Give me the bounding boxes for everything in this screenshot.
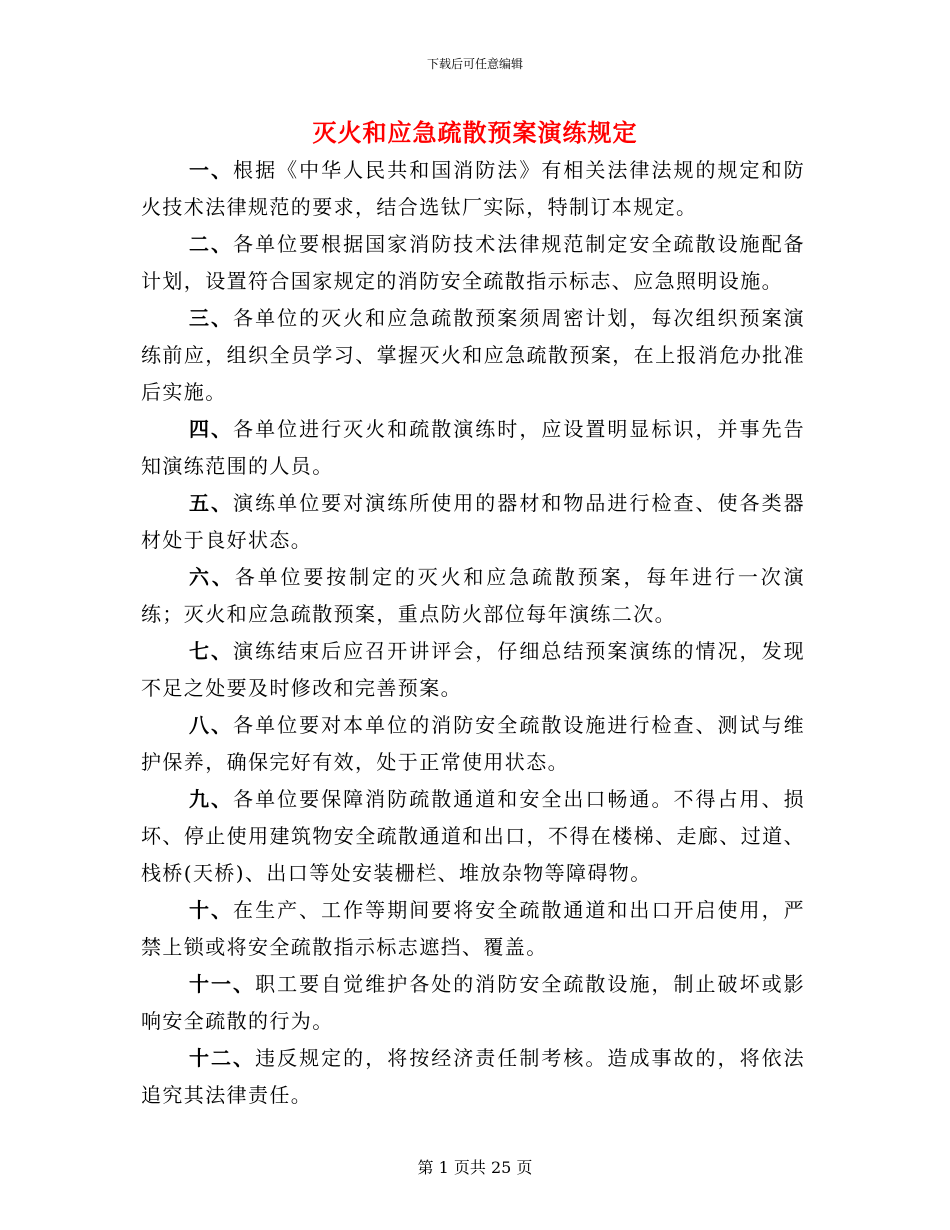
section-number: 五、 [189,491,234,515]
section-number: 十二、 [189,1046,256,1070]
section-number: 三、 [189,306,234,330]
section-paragraph [141,892,805,966]
section-text: 各单位要保障消防疏散通道和安全出口畅通。不得占用、损坏、停止使用建筑物安全疏散通道和出口，不得在楼梯、走廊、过道、栈桥(天桥)、出口等处安装栅栏、堆放杂物等障碍物。 [141,787,805,885]
document-title: 灭火和应急疏散预案演练规定 [312,118,638,147]
section-paragraph [141,411,805,485]
section-text: 在生产、工作等期间要将安全疏散通道和出口开启使用，严禁上锁或将安全疏散指示标志遮挡、覆盖。 [141,898,805,959]
section-number: 九、 [189,787,234,811]
section-number: 四、 [189,417,234,441]
section-text: 各单位的灭火和应急疏散预案须周密计划，每次组织预案演练前应，组织全员学习、掌握灭火和应急疏散预案，在上报消危办批准后实施。 [141,306,805,404]
section-number: 八、 [189,713,234,737]
section-paragraph [141,485,805,559]
section-text: 各单位要按制定的灭火和应急疏散预案，每年进行一次演练；灭火和应急疏散预案，重点防火部位每年演练二次。 [141,565,805,626]
section-paragraph [141,781,805,892]
section-text: 各单位进行灭火和疏散演练时，应设置明显标识，并事先告知演练范围的人员。 [141,417,805,478]
section-paragraph [141,300,805,411]
section-text: 各单位要根据国家消防技术法律规范制定安全疏散设施配备计划，设置符合国家规定的消防安全疏散指示标志、应急照明设施。 [141,232,805,293]
section-paragraph [141,966,805,1040]
section-paragraph [141,1040,805,1114]
section-number: 六、 [189,565,235,589]
section-text: 根据《中华人民共和国消防法》有相关法律法规的规定和防火技术法律规范的要求，结合选钛厂实际，特制订本规定。 [141,158,805,219]
section-text: 职工要自觉维护各处的消防安全疏散设施，制止破坏或影响安全疏散的行为。 [141,972,806,1033]
section-text: 演练单位要对演练所使用的器材和物品进行检查、使各类器材处于良好状态。 [141,491,805,552]
section-number: 十、 [189,898,234,922]
section-paragraph [141,226,805,300]
page-footer: 第 1 页共 25 页 [417,1158,533,1177]
section-text: 违反规定的，将按经济责任制考核。造成事故的，将依法追究其法律责任。 [141,1046,806,1107]
section-text: 各单位要对本单位的消防安全疏散设施进行检查、测试与维护保养，确保完好有效，处于正常使用状态。 [141,713,805,774]
section-paragraph [141,707,805,781]
section-number: 七、 [189,639,234,663]
header-note: 下载后可任意编辑 [426,57,523,71]
section-paragraph [141,633,805,707]
section-text: 演练结束后应召开讲评会，仔细总结预案演练的情况，发现不足之处要及时修改和完善预案。 [141,639,805,700]
document-body [141,152,805,1114]
section-paragraph [141,559,805,633]
section-paragraph [141,152,805,226]
section-number: 一、 [189,158,234,182]
section-number: 二、 [189,232,234,256]
section-number: 十一、 [189,972,256,996]
